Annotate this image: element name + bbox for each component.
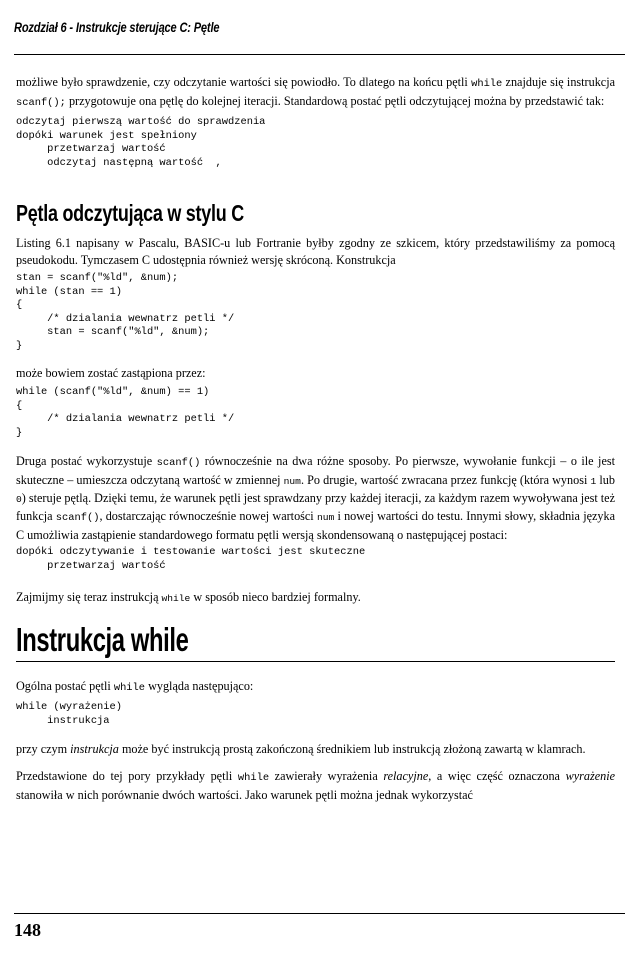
paragraph-1	[16, 74, 615, 112]
inline-code: 0	[16, 494, 22, 505]
inline-code: num	[283, 476, 301, 487]
emphasis: relacyjne	[383, 769, 429, 783]
text: , a więc część oznaczona	[428, 769, 566, 783]
code-block-pseudocode-1: odczytaj pierwszą wartość do sprawdzenia dopóki warunek jest spełniony przetwarzaj wartość odczytaj następną wartość ,	[16, 116, 266, 169]
running-header-text: Rozdział 6 - Instrukcje sterujące C: Pętle	[14, 20, 220, 35]
text: , dostarczając równocześnie nowej wartości	[99, 509, 317, 523]
section-title: Pętla odczytująca w stylu C	[16, 200, 244, 226]
chapter-title: Instrukcja while	[16, 621, 189, 658]
inline-code: scanf()	[55, 512, 100, 524]
paragraph-5	[16, 589, 615, 607]
text: i nowej wartości do testu. Innymi słowy, składnia języka C umożliwia zastąpienie standardowego formatu pętli wersją skondensowaną o następującej postaci:	[16, 509, 615, 542]
paragraph-2: Listing 6.1 napisany w Pascalu, BASIC-u lub Fortranie byłby zgodny ze szkicem, który przedstawiliśmy za pomocą pseudokodu. Tymczasem C udostępnia również wersję skróconą. Konstrukcja	[16, 236, 615, 267]
running-header	[14, 20, 625, 55]
text: przy czym	[16, 742, 71, 756]
inline-code: while	[237, 772, 270, 784]
text: może być instrukcją prostą zakończoną średnikiem lub instrukcją złożoną zawartą w klamrach.	[118, 742, 586, 756]
code-block-while-scanf: while (scanf("%ld", &num) == 1) { /* dzialania wewnatrz petli */ }	[16, 386, 235, 439]
inline-code: while	[113, 682, 146, 694]
text: . Po drugie, wartość zwracana przez funkcję (która wynosi	[300, 473, 591, 487]
inline-code: scanf();	[16, 97, 66, 109]
text: możliwe było sprawdzenie, czy odczytanie wartości się powiodło. To dlatego na końcu pętli	[16, 75, 472, 89]
text: stanowiła w nich porównanie dwóch wartości. Jako warunek pętli można jednak wykorzystać	[16, 788, 473, 802]
page-number: 148	[14, 920, 41, 940]
page-content	[16, 72, 615, 804]
inline-code: while	[471, 78, 503, 90]
text: wygląda następująco:	[145, 679, 254, 693]
text: Druga postać wykorzystuje	[16, 454, 157, 468]
emphasis: wyrażenie	[565, 769, 615, 783]
text: ) steruje pętlą. Dzięki temu, że warunek pętli jest sprawdzany przy każdej iteracji, za każdym razem wywoływana jest też funkcja	[16, 491, 615, 523]
inline-code: scanf()	[156, 457, 201, 469]
inline-code: num	[316, 512, 335, 523]
text: Zajmijmy się teraz instrukcją	[16, 590, 162, 604]
paragraph-8	[16, 768, 615, 804]
text: równocześnie na dwa różne sposoby. Po pierwsze, wywołanie funkcji – o ile jest skuteczne – umieszcza odczytaną wartość w zmiennej	[16, 454, 615, 487]
text: Ogólna postać pętli	[16, 679, 114, 693]
code-block-scanf-loop: stan = scanf("%ld", &num); while (stan == 1) { /* dzialania wewnatrz petli */ stan = scanf("%ld", &num); }	[16, 272, 235, 352]
chapter-title-block	[16, 621, 615, 662]
text: lub	[596, 473, 615, 487]
inline-code: while	[161, 593, 191, 604]
inline-code: 1	[590, 476, 597, 487]
paragraph-6	[16, 678, 615, 697]
footer-rule	[14, 913, 625, 914]
text: Przedstawione do tej pory przykłady pętli	[16, 769, 238, 783]
text: przygotowuje ona pętlę do kolejnej iteracji. Standardową postać pętli odczytującej można by przedstawić tak:	[65, 94, 605, 108]
text: znajduje się instrukcja	[502, 75, 615, 89]
code-block-pseudocode-2: dopóki odczytywanie i testowanie wartości jest skuteczne przetwarzaj wartość	[16, 546, 366, 572]
text: w sposób nieco bardziej formalny.	[190, 590, 361, 604]
emphasis: instrukcja	[70, 742, 119, 756]
paragraph-4	[16, 453, 615, 544]
paragraph-7	[16, 741, 615, 758]
code-block-while-syntax: while (wyrażenie) instrukcja	[16, 701, 123, 727]
paragraph-3: może bowiem zostać zastąpiona przez:	[16, 366, 206, 380]
text: zawierały wyrażenia	[269, 769, 384, 783]
